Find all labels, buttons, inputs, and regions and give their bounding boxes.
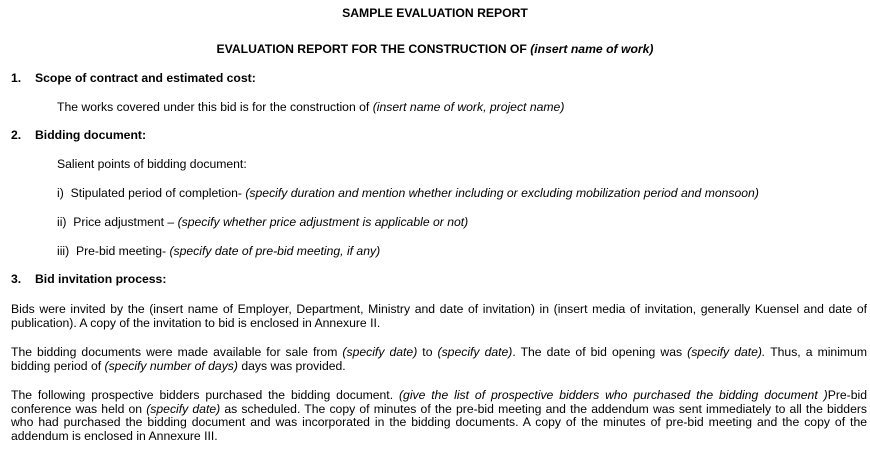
list-item-completion [57, 186, 759, 201]
page-title: SAMPLE EVALUATION REPORT [342, 6, 528, 20]
paragraph-prospective-bidders [11, 389, 867, 443]
para-placeholder: (specify date). [687, 345, 766, 359]
section-3-number: 3. [11, 272, 22, 286]
section-1-heading: Scope of contract and estimated cost: [35, 71, 256, 85]
section-2-intro: Salient points of bidding document: [57, 157, 247, 171]
list-marker: iii) [57, 244, 70, 258]
list-label: Price adjustment – [73, 215, 178, 229]
para-text: days was provided. [237, 358, 346, 373]
para-placeholder: (specify date) [342, 345, 418, 359]
section-2-heading: Bidding document: [35, 128, 147, 142]
para-text: as scheduled. The copy of minutes of the pre-bid meeting and the addendum was sent immediately to all the bidders who had purchased the bidding document and was incorporated in the bidding documents. A copy of the minutes of pre-bid meeting and the copy of the addendum is enclosed in Annexure III. [11, 401, 867, 443]
section-1-body-text: The works covered under this bid is for the construction of [57, 100, 373, 114]
list-placeholder: (specify duration and mention whether including or excluding mobilization period and monsoon) [245, 186, 759, 200]
section-1-number: 1. [11, 71, 22, 85]
para-text: Thus, a minimum bidding period of [11, 345, 867, 373]
para-placeholder: (specify number of days) [104, 358, 238, 373]
subtitle-text: EVALUATION REPORT FOR THE CONSTRUCTION OF [216, 42, 531, 56]
list-placeholder: (specify date of pre-bid meeting, if any) [169, 244, 381, 258]
para-text: . The date of bid opening was [512, 345, 688, 359]
list-marker: ii) [57, 215, 67, 229]
section-2-number: 2. [11, 128, 22, 142]
para-placeholder: (specify date) [146, 401, 221, 416]
para-text: The following prospective bidders purchased the bidding document. [11, 388, 399, 402]
list-item-price-adjustment [57, 215, 468, 230]
list-marker: i) [57, 186, 64, 200]
list-item-pre-bid [57, 244, 380, 259]
list-label: Stipulated period of completion- [70, 186, 246, 200]
para-placeholder: (give the list of prospective bidders who purchased the bidding document ) [398, 388, 828, 402]
para-text: to [417, 345, 438, 359]
section-3-heading: Bid invitation process: [35, 272, 167, 286]
para-text: Pre-bid conference was held on [11, 388, 867, 416]
para-placeholder: (specify date) [437, 345, 513, 359]
paragraph-invitation: Bids were invited by the (insert name of Employer, Department, Ministry and date of invitation) in (insert media of invitation, generally Kuensel and date of publication). A copy of the invitation to bid is enclosed in Annexure II. [11, 302, 867, 330]
para-text: The bidding documents were made available for sale from [11, 345, 343, 359]
list-placeholder: (specify whether price adjustment is applicable or not) [177, 215, 469, 229]
report-subtitle [0, 42, 870, 57]
paragraph-bidding-period [11, 346, 867, 373]
subtitle-placeholder: (insert name of work) [530, 42, 654, 56]
section-1-body-placeholder: (insert name of work, project name) [372, 100, 565, 114]
section-1-body [57, 100, 564, 115]
list-label: Pre-bid meeting- [75, 244, 170, 258]
